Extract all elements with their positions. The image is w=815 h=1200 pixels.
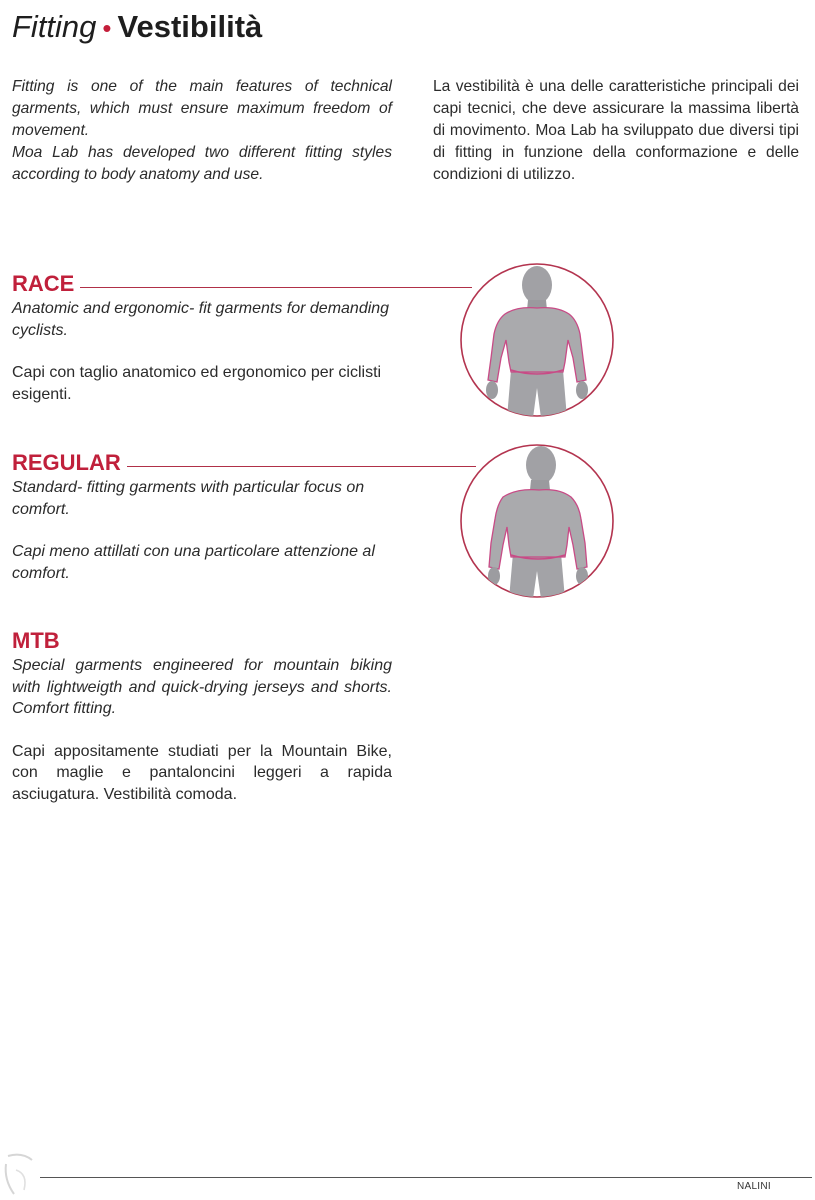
- section-regular-english: Standard- fitting garments with particular focus on comfort.: [12, 479, 365, 518]
- section-mtb: [12, 627, 392, 805]
- section-race-english: Anatomic and ergonomic- fit garments for demanding cyclists.: [12, 300, 390, 339]
- title-english: Fitting: [12, 9, 97, 44]
- page-title: [12, 8, 262, 47]
- regular-fit-body-icon: [459, 443, 615, 599]
- intro-english-paragraph-1: Fitting is one of the main features of technical garments, which must ensure maximum freedom of movement.: [12, 78, 392, 139]
- footer-rule: [40, 1177, 812, 1178]
- intro-english-paragraph-2: Moa Lab has developed two different fitting styles according to body anatomy and use.: [12, 144, 392, 183]
- section-mtb-heading: [12, 627, 392, 655]
- section-race: [12, 270, 397, 405]
- section-regular-leader-line: [127, 466, 476, 467]
- section-regular-heading: [12, 449, 397, 477]
- section-regular: [12, 449, 397, 584]
- section-race-italian: Capi con taglio anatomico ed ergonomico per ciclisti esigenti.: [12, 364, 382, 403]
- section-mtb-english: Special garments engineered for mountain biking with lightweigth and quick-drying jerseys and shorts. Comfort fitting.: [12, 657, 392, 717]
- intro-english: [12, 76, 392, 186]
- title-italian: Vestibilità: [117, 9, 263, 44]
- title-separator-dot: •: [102, 13, 112, 43]
- footer-brand: NALINI: [736, 1181, 771, 1192]
- section-race-heading: [12, 270, 397, 298]
- brand-logo-icon: [2, 1150, 36, 1198]
- section-regular-title: REGULAR: [12, 450, 121, 475]
- section-mtb-title: MTB: [12, 628, 60, 653]
- section-race-leader-line: [80, 287, 472, 288]
- section-race-title: RACE: [12, 271, 75, 296]
- race-fit-body-icon: [459, 262, 615, 418]
- intro-italian-paragraph: La vestibilità è una delle caratteristiche principali dei capi tecnici, che deve assicurare la massima libertà di movimento. Moa Lab ha sviluppato due diversi tipi di fitting in funzione della conformazione e delle condizioni di utilizzo.: [433, 78, 799, 183]
- section-mtb-italian: Capi appositamente studiati per la Mountain Bike, con maglie e pantaloncini leggeri a rapida asciugatura. Vestibilità comoda.: [12, 742, 392, 803]
- section-regular-italian: Capi meno attillati con una particolare attenzione al comfort.: [12, 543, 375, 582]
- intro-italian: [433, 76, 799, 186]
